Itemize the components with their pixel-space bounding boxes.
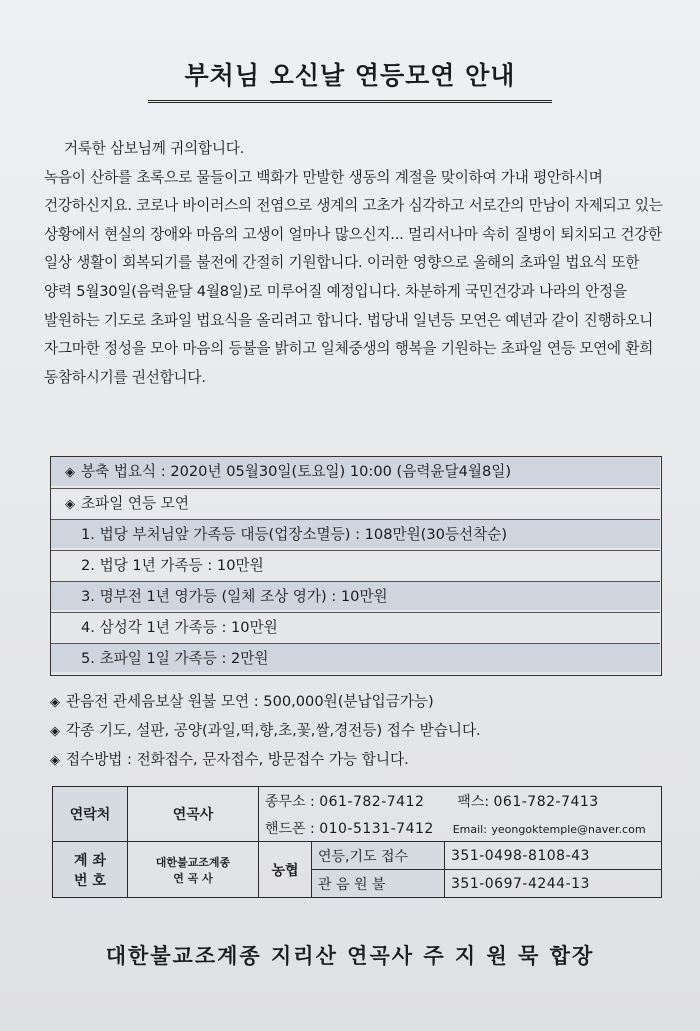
office-fax-cell xyxy=(259,787,662,815)
note-item: ◈ 관음전 관세음보살 원불 모연 : 500,000원(분납입금가능) xyxy=(50,688,670,717)
lantern-header: 초파일 연등 모연 xyxy=(81,495,189,512)
email-address: yeongoktemple@naver.com xyxy=(491,822,646,836)
lantern-item: 4. 삼성각 1년 가족등 : 10만원 xyxy=(51,612,660,641)
signature-line: 대한불교조계종 지리산 연곡사 주 지 원 묵 합장 xyxy=(105,944,595,968)
account-row2-label: 관 음 원 불 xyxy=(312,870,445,898)
intro-greeting: 거룩한 삼보님께 귀의합니다. xyxy=(64,140,245,157)
diamond-bullet-icon: ◈ xyxy=(50,753,60,768)
email-label: Email: xyxy=(452,822,487,836)
lantern-header-row xyxy=(51,488,660,517)
schedule-box xyxy=(50,456,662,676)
mobile-label: 핸드폰 : xyxy=(265,820,315,837)
lantern-item: 2. 법당 1년 가족등 : 10만원 xyxy=(51,550,660,579)
ceremony-row xyxy=(51,457,660,486)
intro-text xyxy=(44,135,664,392)
bank-name: 농협 xyxy=(259,842,312,898)
fax-label: 팩스: xyxy=(457,793,490,810)
fax-number: 061-782-7413 xyxy=(493,793,599,810)
diamond-bullet-icon: ◈ xyxy=(65,497,75,512)
account-holder: 대한불교조계종 연 곡 사 xyxy=(128,842,259,898)
lantern-item: 5. 초파일 1일 가족등 : 2만원 xyxy=(51,643,660,672)
diamond-bullet-icon: ◈ xyxy=(50,695,60,710)
account-row1-number: 351-0498-8108-43 xyxy=(445,842,662,870)
notes-list xyxy=(50,688,670,775)
intro-body: 녹음이 산하를 초록으로 물들이고 백화가 만발한 생동의 계절을 맞이하여 가내 평안하시며 건강하신지요. 코로나 바이러스의 전염으로 생계의 고초가 심각하고 서로간의 만남이 자제되고 있는 상황에서 현실의 장애와 마음의 고생이 얼마나 많으신지... 멀리서나마 속히 질병이 퇴치되고 건강한 일상 생활이 회복되기를 불전에 간절히 기원합니다. 이러한 영향으로 올해의 초파일 법요식 또한 양력 5월30일(음력윤달 4월8일)로 미루어질 예정입니다. 차분하게 국민건강과 나라의 안정을 발원하는 기도로 초파일 법요식을 올리려고 합니다. 법당내 일년등 모연은 예년과 같이 진행하오니 자그마한 정성을 모아 마음의 등불을 밝히고 일체중생의 행복을 기원하는 초파일 연등 모연에 환희 동참하시기를 권선합니다. xyxy=(44,168,663,386)
contact-label: 연락처 xyxy=(53,787,128,842)
account-row2-number: 351-0697-4244-13 xyxy=(445,870,662,898)
page-title: 부처님 오신날 연등모연 안내 xyxy=(148,56,552,103)
lantern-item: 3. 명부전 1년 영가등 (일체 조상 영가) : 10만원 xyxy=(51,581,660,610)
ceremony-text: 봉축 법요식 : 2020년 05월30일(토요일) 10:00 (음력윤달4월8일) xyxy=(81,463,512,480)
mobile-number: 010-5131-7412 xyxy=(319,820,434,837)
temple-name: 연곡사 xyxy=(128,787,259,842)
office-label: 종무소 : xyxy=(265,793,315,810)
lantern-item: 1. 법당 부처님앞 가족등 대등(업장소멸등) : 108만원(30등선착순) xyxy=(51,519,660,548)
account-row1-label: 연등,기도 접수 xyxy=(312,842,445,870)
contact-table xyxy=(52,786,662,898)
note-item: ◈ 각종 기도, 설판, 공양(과일,떡,향,초,꽃,쌀,경전등) 접수 받습니다. xyxy=(50,717,670,746)
mobile-email-cell xyxy=(259,814,662,842)
note-item: ◈ 접수방법 : 전화접수, 문자접수, 방문접수 가능 합니다. xyxy=(50,746,670,775)
diamond-bullet-icon: ◈ xyxy=(50,724,60,739)
account-label: 계 좌 번 호 xyxy=(53,842,128,898)
office-phone: 061-782-7412 xyxy=(319,793,425,810)
diamond-bullet-icon: ◈ xyxy=(65,465,75,480)
